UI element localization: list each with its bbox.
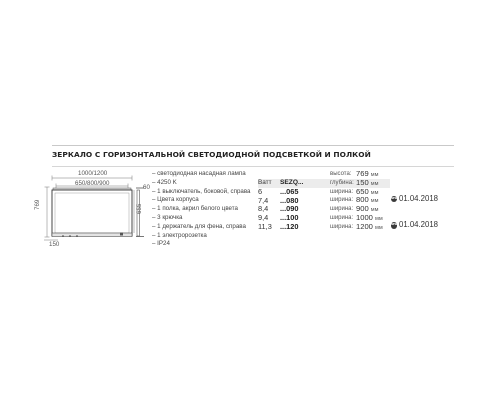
dim-height-total: 769 [34, 199, 41, 210]
dim-unit: мм [370, 180, 379, 187]
dim-depth-side: 60 [143, 184, 150, 191]
dim-value [356, 223, 383, 233]
product-title: ЗЕРКАЛО С ГОРИЗОНТАЛЬНОЙ СВЕТОДИОДНОЙ ПОДСВЕТКОЙ И ПОЛКОЙ [52, 150, 371, 159]
new-date: 01.04.2018 [399, 194, 439, 203]
dim-label: ширина: [330, 206, 354, 213]
article-code: ...065 [280, 186, 299, 196]
feature-item: – 1 полка, акрил белого цвета [152, 205, 238, 213]
dim-number: 900 [356, 204, 369, 214]
dim-unit: мм [370, 189, 379, 196]
article-code: ...090 [280, 204, 299, 214]
new-date: 01.04.2018 [399, 220, 439, 230]
feature-item: – Цвета корпуса [152, 196, 199, 204]
technical-drawing [34, 170, 158, 250]
article-code: ...120 [280, 221, 299, 231]
new-badge-icon: NEW [391, 222, 397, 228]
new-badge-icon: NEW [391, 196, 397, 202]
feature-item: – IP24 [152, 240, 170, 248]
feature-item: – 1 электророзетка [152, 231, 207, 239]
dim-label: глубина: [330, 179, 354, 186]
code-header: SEZQ... [280, 179, 304, 186]
watt-value: 11,3 [258, 221, 272, 231]
dim-number: 1000 [356, 212, 373, 222]
feature-list [152, 170, 262, 249]
top-divider [52, 145, 454, 146]
watt-header: Ватт [258, 179, 272, 186]
dim-row-width [328, 223, 390, 232]
article-code: ...100 [280, 213, 299, 223]
feature-item: – 3 крючка [152, 213, 183, 221]
dim-number: 650 [356, 186, 369, 196]
dim-label: ширина: [330, 223, 354, 230]
dim-unit: мм [370, 207, 379, 214]
dim-number: 150 [356, 177, 369, 187]
watt-code-table [258, 179, 328, 232]
dim-height-mirror: 655 [136, 203, 143, 214]
dim-number: 1200 [356, 221, 373, 231]
dim-unit: мм [375, 215, 383, 222]
dim-label: высота: [330, 171, 352, 177]
dim-number: 769 [356, 169, 369, 178]
dim-width-top: 1000/1200 [78, 170, 108, 177]
dim-number: 800 [356, 195, 369, 205]
dim-depth-bottom: 150 [49, 241, 60, 248]
article-code: ...080 [280, 195, 299, 205]
dim-label: ширина: [330, 214, 354, 221]
feature-item: – 4250 K [152, 178, 177, 186]
dim-label: ширина: [330, 188, 354, 195]
dim-unit: мм [375, 224, 383, 231]
dim-unit: мм [370, 198, 379, 205]
table-row [258, 223, 328, 232]
watt-value: 6 [258, 186, 263, 196]
watt-value: 8,4 [258, 204, 269, 214]
feature-item: – 1 выключатель, боковой, справа [152, 187, 251, 195]
feature-item: – светодиодная насадная лампа [152, 170, 246, 177]
dimensions-column [328, 170, 390, 232]
dim-width-bottom: 650/800/900 [75, 180, 110, 187]
title-divider [52, 166, 454, 167]
watt-value: 7,4 [258, 195, 269, 205]
watt-value: 9,4 [258, 213, 269, 223]
dim-label: ширина: [330, 197, 354, 204]
dim-unit: мм [370, 172, 379, 178]
feature-item: – 1 держатель для фена, справа [152, 222, 246, 230]
